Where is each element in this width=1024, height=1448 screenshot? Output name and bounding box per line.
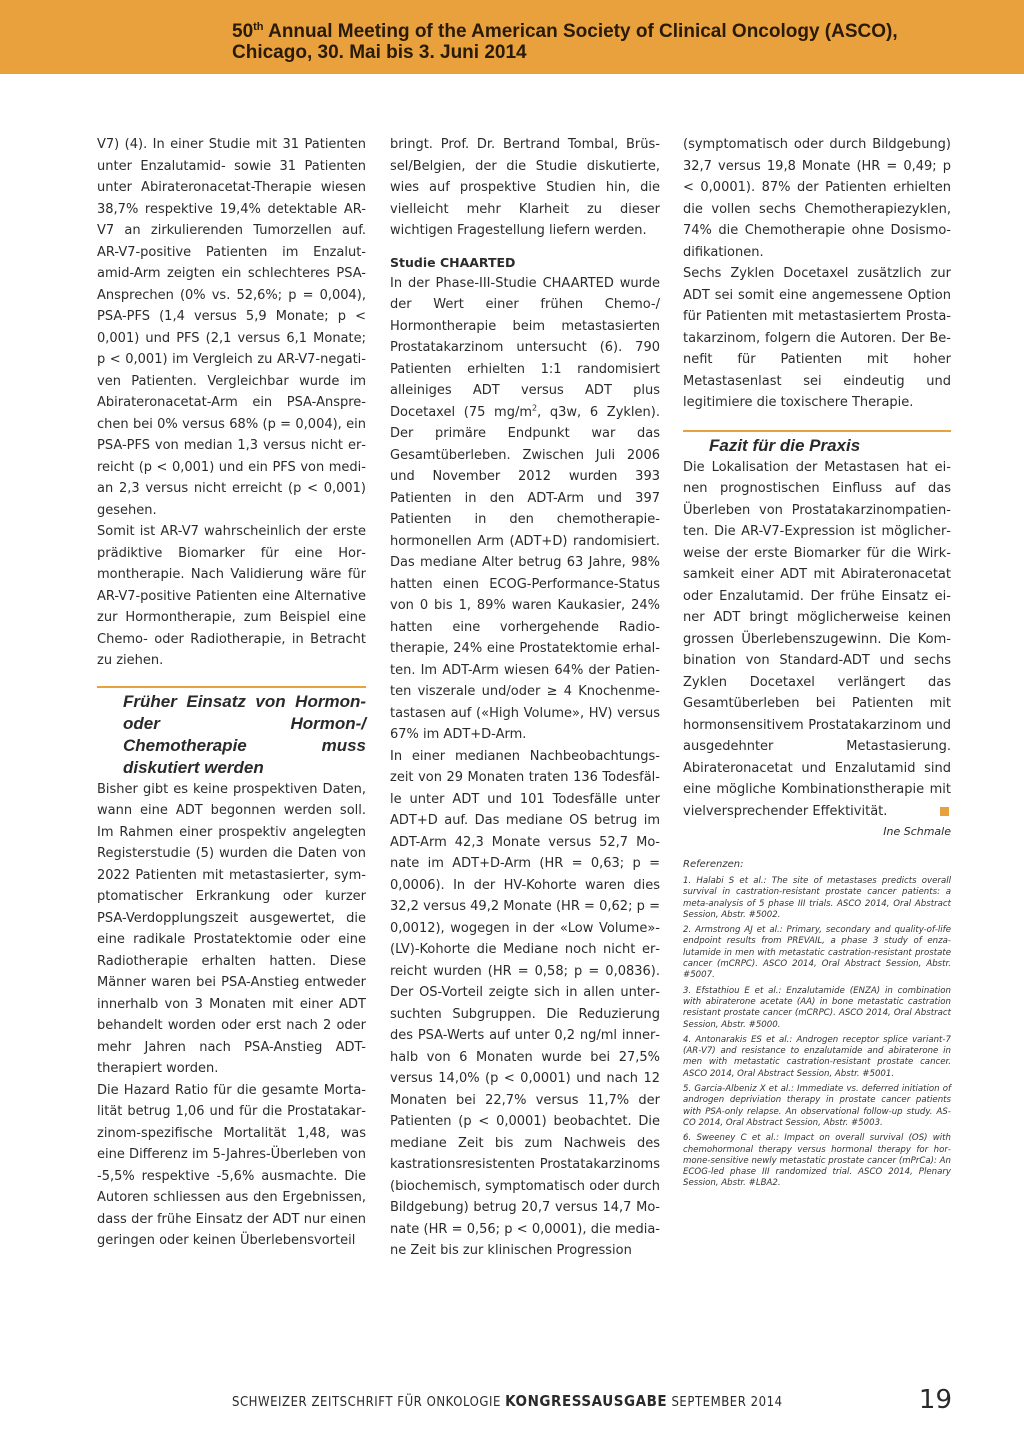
paragraph: In einer medianen Nachbeobachtungszeit von 29 Monaten traten 136 Todesfälle unter ADT und 101 Todesfälle unter ADT+D auf. Das mediane OS betrug im ADT-Arm 42,3 Monate versus 52,7 Monate im ADT+D-Arm (HR = 0,63; p = 0,0006). In der HV-Kohorte waren dies 32,2 versus 49,2 Monate (HR = 0,62; p = 0,0012), wogegen in der «Low Volume»-(LV)-Kohorte die Mediane noch nicht erreicht wurden (HR = 0,58; p = 0,0836). Der OS-Vorteil zeigte sich in allen untersuchten Subgruppen. Die Reduzierung des PSA-Werts auf unter 0,2 ng/ml innerhalb von 6 Monaten wurde bei 27,5% versus 14,0% (p < 0,0001) und nach 12 Monaten bei 22,7% versus 11,7% der Patienten (p < 0,0001) beobachtet. Die mediane Zeit bis zum Nachweis des kastrationsresistenten Prostatakarzinoms (biochemisch, symptomatisch oder durch Bildgebung) betrug 20,7 versus 14,7 Monate (HR = 0,56; p < 0,0001), die mediane Zeit bis zur klinischen Progression	[390, 748, 660, 1258]
references-label: Referenzen:	[683, 859, 744, 870]
section-heading: Fazit für die Praxis	[709, 435, 861, 455]
section-divider	[97, 686, 366, 688]
paragraph: Bisher gibt es keine prospektiven Daten, wann eine ADT begonnen werden soll. Im Rahmen einer prospektiv angelegten Registerstudie (5) wurden die Daten von 2022 Patienten mit metastasierter, symptomatischer Erkrankung oder kurzer PSA-Verdopplungszeit ausgewertet, die eine radikale Prostatektomie oder eine Radiotherapie erhalten hatten. Diese Männer waren bei PSA-Anstieg entweder innerhalb von 3 Monaten mit einer ADT behandelt worden oder erst nach 2 oder mehr Jahren nach PSA-Anstieg ADT-therapiert worden.	[97, 781, 366, 1076]
meeting-ordinal-suffix: th	[253, 21, 264, 33]
meeting-name: Annual Meeting of the American Society of Clinical Oncology (ASCO),	[263, 21, 898, 42]
paragraph: Sechs Zyklen Docetaxel zusätzlich zur ADT sei somit eine angemessene Option für Patienten mit metastasiertem Prostatakarzinom, folgern die Autoren. Der Benefit für Patienten mit hoher Metastasenlast sei eindeutig und legitimiere die toxischere Therapie.	[683, 266, 951, 410]
reference-item: 2. Armstrong AJ et al.: Primary, secondary and quality-of-life endpoint results from PREVAIL, a phase 3 study of enzalutamide in men with metastatic castration-resistant prostate cancer (mCRPC). ASCO 2014, Oral Abstract Session, Abstr. #5007.	[683, 925, 951, 981]
paragraph-text: , q3w, 6 Zyklen). Der primäre Endpunkt war das Gesamtüberleben. Zwischen Juli 2006 und November 2012 wurden 393 Patienten in den ADT-Arm und 397 Patienten in den chemotherapie-hormonellen Arm (ADT+D) randomisiert. Das mediane Alter betrug 63 Jahre, 98% hatten einen ECOG-Performance-Status von 0 bis 1, 89% waren Kaukasier, 24% hatten eine vorhergehende Radiotherapie, 24% eine Prostatektomie erhalten. Im ADT-Arm wiesen 64% der Patienten viszerale und/oder ≥ 4 Knochenmetastasen auf («High Volume», HV) versus 67% im ADT+D-Arm.	[390, 404, 660, 742]
paragraph-text: Die Lokalisation der Metastasen hat einen prognostischen Einfluss auf das Überleben von Prostatakarzinompatienten. Die AR-V7-Expression ist möglicherweise der erste Biomarker für die Wirksamkeit einer ADT mit Abirateronacetat oder Enzalutamid. Der frühe Einsatz einer ADT bringt möglicherweise keinen grossen Überlebenszugewinn. Die Kombination von Standard-ADT und sechs Zyklen Docetaxel verlängert das Gesamtüberleben bei Patienten mit hormonsensitivem Prostatakarzinom und ausgedehnter Metastasierung. Abirateronacetat und Enzalutamid sind eine mögliche Kombinationstherapie mit vielversprechender Effektivität.	[683, 459, 951, 819]
references-section	[683, 858, 951, 1190]
journal-footer-line	[232, 1392, 783, 1410]
journal-name: SCHWEIZER ZEITSCHRIFT FÜR ONKOLOGIE	[232, 1395, 501, 1410]
meeting-title-line1	[232, 21, 1002, 42]
section-divider	[683, 430, 951, 432]
column-right	[683, 134, 951, 1190]
paragraph: Die Hazard Ratio für die gesamte Mortalität betrug 1,06 und für die Prostatakarzinom-spezifische Mortalität 1,48, was eine Differenz im 5-Jahres-Überleben von -5,5% respektive -5,6% ausmachte. Die Autoren schliessen aus den Ergebnissen, dass der frühe Einsatz der ADT nur einen geringen oder keinen Überlebensvorteil	[97, 1082, 366, 1248]
column-middle	[390, 134, 660, 1262]
paragraph	[390, 273, 660, 746]
header-banner	[0, 0, 1024, 74]
paragraph-text: In der Phase-III-Studie CHAARTED wurde der Wert einer frühen Chemo-/ Hormontherapie beim metastasierten Prostatakarzinom untersucht (6). 790 Patienten erhielten 1:1 randomisiert alleiniges ADT versus ADT plus Docetaxel (75 mg/m	[390, 275, 660, 420]
issue-date: SEPTEMBER 2014	[671, 1395, 783, 1410]
page-footer	[232, 1386, 952, 1416]
page-number: 19	[918, 1385, 952, 1415]
reference-item: 5. Garcia-Albeniz X et al.: Immediate vs. deferred initiation of androgen depriviation therapy in prostate cancer patients with PSA-only relapse. An observational follow-up study. ASCO 2014, Oral Abstract Session, Abstr. #5003.	[683, 1084, 951, 1128]
paragraph	[683, 457, 951, 823]
subheading: Studie CHAARTED	[390, 254, 516, 270]
end-of-article-marker	[940, 807, 949, 816]
paragraph: V7) (4). In einer Studie mit 31 Patienten unter Enzalutamid- sowie 31 Patienten unter Abirateronacetat-Therapie wiesen 38,7% respektive 19,4% detektable AR-V7 an zirkulierenden Tumorzellen auf. AR-V7-positive Patienten im Enzalutamid-Arm zeigten ein schlechteres PSA-Ansprechen (0% vs. 52,6%; p = 0,004), PSA-PFS (1,4 versus 5,9 Monate; p < 0,001) und PFS (2,1 versus 6,1 Monate; p < 0,001) im Vergleich zu AR-V7-negativen Patienten. Vergleichbar wurde im Abirateronacetat-Arm ein PSA-Ansprechen bei 0% versus 68% (p = 0,004), ein PSA-PFS von median 1,3 versus nicht erreicht (p < 0,001) und ein PFS von median 2,3 versus nicht erreicht (p < 0,001) gesehen.	[97, 137, 366, 518]
paragraph: bringt. Prof. Dr. Bertrand Tombal, Brüssel/Belgien, der die Studie diskutierte, wies auf prospektive Studien hin, die vielleicht mehr Klarheit zu dieser wichtigen Fragestellung liefern werden.	[390, 137, 660, 238]
author-name: Ine Schmale	[883, 825, 951, 838]
paragraph: (symptomatisch oder durch Bildgebung) 32,7 versus 19,8 Monate (HR = 0,49; p < 0,0001). 87% der Patienten erhielten die vollen sechs Chemotherapiezyklen, 74% die Chemotherapie ohne Dosismodifikationen.	[683, 137, 951, 260]
reference-item: 3. Efstathiou E et al.: Enzalutamide (ENZA) in combination with abiraterone acetate (AA) in bone metastatic castration resistant prostate cancer (mCRPC). ASCO 2014, Oral Abstract Session, Abstr. #5000.	[683, 985, 951, 1030]
meeting-location-date: Chicago, 30. Mai bis 3. Juni 2014	[232, 42, 527, 63]
meeting-title	[232, 21, 1002, 63]
paragraph: Somit ist AR-V7 wahrscheinlich der erste prädiktive Biomarker für eine Hormontherapie. Nach Validierung wäre für AR-V7-positive Patienten eine Alternative zur Hormontherapie, zum Beispiel eine Chemo- oder Radiotherapie, in Betracht zu ziehen.	[97, 524, 366, 668]
reference-item: 1. Halabi S et al.: The site of metastases predicts overall survival in castration-resistant prostate cancer patients: a meta-analysis of 5 phase III trials. ASCO 2014, Oral Abstract Session, Abstr. #5002.	[683, 876, 951, 920]
edition-label: KONGRESSAUSGABE	[505, 1392, 668, 1410]
reference-item: 4. Antonarakis ES et al.: Androgen receptor splice variant-7 (AR-V7) and resistance to enzalutamide and abiraterone in men with metastatic castration-resistant prostate cancer. ASCO 2014, Oral Abstract Session, Abstr. #5001.	[683, 1034, 951, 1079]
reference-item: 6. Sweeney C et al.: Impact on overall survival (OS) with chemohormonal therapy versus hormonal therapy for hormone-sensitive newly metastatic prostate cancer (mPrCa): An ECOG-led phase III randomized trial. ASCO 2014, Plenary Session, Abstr. #LBA2.	[683, 1133, 951, 1189]
superscript: 2	[532, 403, 538, 413]
meeting-ordinal: 50	[232, 21, 254, 42]
section-heading: Früher Einsatz von Hormon- oder Hormon-/ Chemotherapie muss diskutiert werden	[123, 691, 366, 777]
column-left	[97, 134, 366, 1252]
